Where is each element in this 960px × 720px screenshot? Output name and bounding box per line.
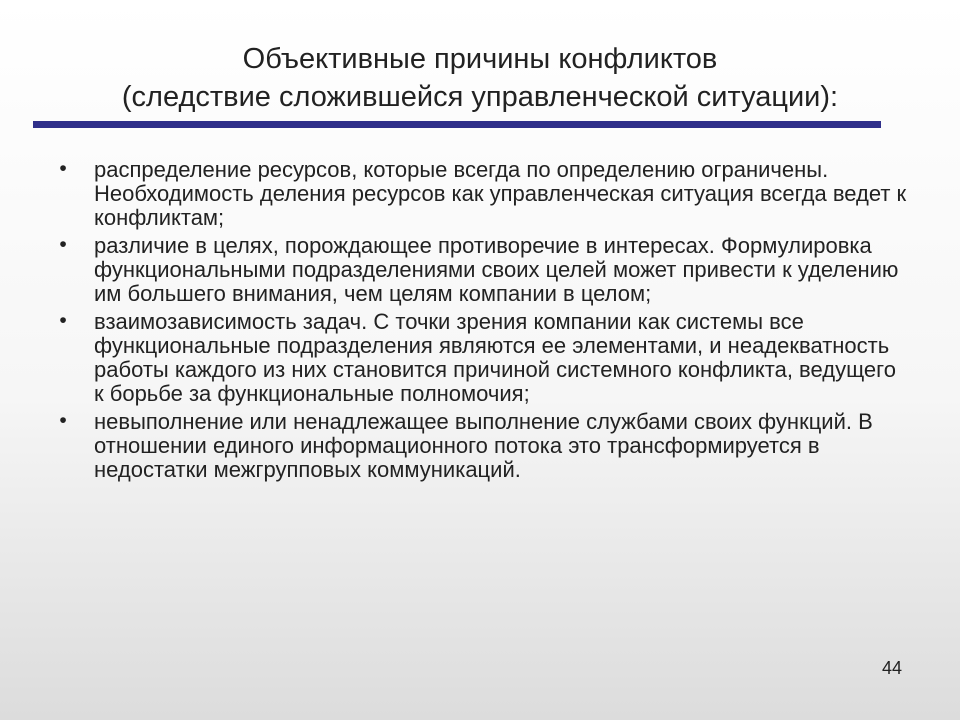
bullet-text: различие в целях, порождающее противоречие в интересах. Формулировка функциональными подразделениями своих целей может привести к уделению им большего внимания, чем целям компании в целом; xyxy=(94,233,899,306)
slide-title xyxy=(60,40,900,116)
bullet-dot-icon: • xyxy=(59,309,67,332)
slide-title-line-1: Объективные причины конфликтов xyxy=(242,43,718,75)
title-underline xyxy=(33,121,881,128)
bullet-text: взаимозависимость задач. С точки зрения компании как системы все функциональные подразделения являются ее элементами, и неадекватность работы каждого из них становится причиной системного конфликта, ведущего к борьбе за функциональные полномочия; xyxy=(94,309,896,406)
page-number: 44 xyxy=(881,658,902,678)
bullet-item xyxy=(58,310,908,406)
slide-title-line-2: (следствие сложившейся управленческой ситуации): xyxy=(121,81,839,113)
bullet-text: распределение ресурсов, которые всегда по определению ограничены. Необходимость деления ресурсов как управленческая ситуация всегда ведет к конфликтам; xyxy=(94,157,907,230)
bullet-item xyxy=(58,234,908,306)
bullet-text: невыполнение или ненадлежащее выполнение службами своих функций. В отношении единого информационного потока это трансформируется в недостатки межгрупповых коммуникаций. xyxy=(94,409,873,482)
bullet-dot-icon: • xyxy=(59,157,67,180)
bullet-list xyxy=(58,158,908,486)
bullet-dot-icon: • xyxy=(59,409,67,432)
bullet-dot-icon: • xyxy=(59,233,67,256)
bullet-item xyxy=(58,410,908,482)
bullet-item xyxy=(58,158,908,230)
